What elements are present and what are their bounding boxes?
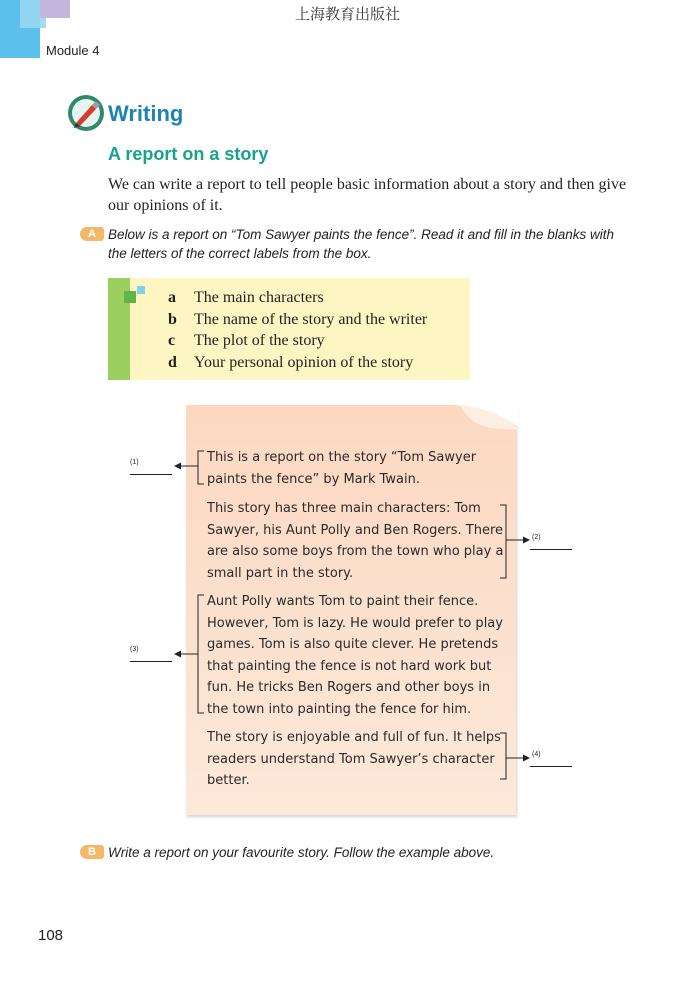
exercise-b-badge: B bbox=[80, 845, 104, 859]
answer-blank-2[interactable] bbox=[530, 549, 572, 550]
intro-text: We can write a report to tell people basic information about a story and then give our opinions of it. bbox=[108, 176, 627, 214]
bracket-1 bbox=[198, 451, 204, 484]
section-subtitle: A report on a story bbox=[108, 144, 269, 164]
blank-label-2: (2) bbox=[532, 534, 541, 541]
section-title: Writing bbox=[108, 101, 184, 126]
option-text: The name of the story and the writer bbox=[194, 310, 428, 328]
blank-label-4: (4) bbox=[532, 751, 541, 758]
publisher-name: 上海教育出版社 bbox=[294, 5, 400, 23]
arrow-4-head bbox=[523, 755, 530, 762]
arrow-1-head bbox=[174, 463, 181, 470]
exercise-b-instruction: Write a report on your favourite story. Follow the example above. bbox=[108, 845, 495, 860]
option-letter: a bbox=[168, 289, 176, 306]
arrow-2-head bbox=[523, 537, 530, 544]
answer-blank-4[interactable] bbox=[530, 766, 572, 767]
report-paragraph-characters: This story has three main characters: Tom Sawyer, his Aunt Polly and Ben Rogers. There are also some boys from the town who play a small part in the story. bbox=[207, 501, 504, 581]
option-letter: d bbox=[168, 353, 177, 371]
option-letter: b bbox=[168, 310, 177, 328]
option-letter: c bbox=[168, 332, 176, 349]
page-number: 108 bbox=[38, 927, 64, 944]
report-paragraph-opinion: The story is enjoyable and full of fun. It helps readers understand Tom Sawyer’s character better. bbox=[207, 730, 501, 788]
report-paragraph-title: This is a report on the story “Tom Sawyer paints the fence” by Mark Twain. bbox=[207, 450, 477, 487]
exercise-a-badge: A bbox=[80, 227, 104, 241]
option-text: The main characters bbox=[194, 289, 324, 306]
option-text: Your personal opinion of the story bbox=[194, 353, 414, 371]
blank-label-3: (3) bbox=[130, 646, 139, 653]
report-paragraph-plot: Aunt Polly wants Tom to paint their fence. However, Tom is lazy. He would prefer to play games. Tom is also quite clever. He pretends that painting the fence is not hard work but fun. He tricks Ben Rogers and other boys in the town into painting the fence for him. bbox=[207, 594, 503, 717]
bracket-3 bbox=[198, 595, 204, 713]
module-label: Module 4 bbox=[46, 43, 100, 58]
answer-blank-1[interactable] bbox=[130, 474, 172, 475]
answer-blank-3[interactable] bbox=[130, 661, 172, 662]
bracket-4 bbox=[500, 733, 506, 779]
arrow-3-head bbox=[174, 651, 181, 658]
bracket-2 bbox=[500, 505, 506, 578]
blank-label-1: (1) bbox=[130, 459, 139, 466]
option-text: The plot of the story bbox=[194, 332, 325, 349]
exercise-a-instruction: Below is a report on “Tom Sawyer paints the fence”. Read it and fill in the blanks with the letters of the correct labels from the box. bbox=[108, 227, 615, 261]
